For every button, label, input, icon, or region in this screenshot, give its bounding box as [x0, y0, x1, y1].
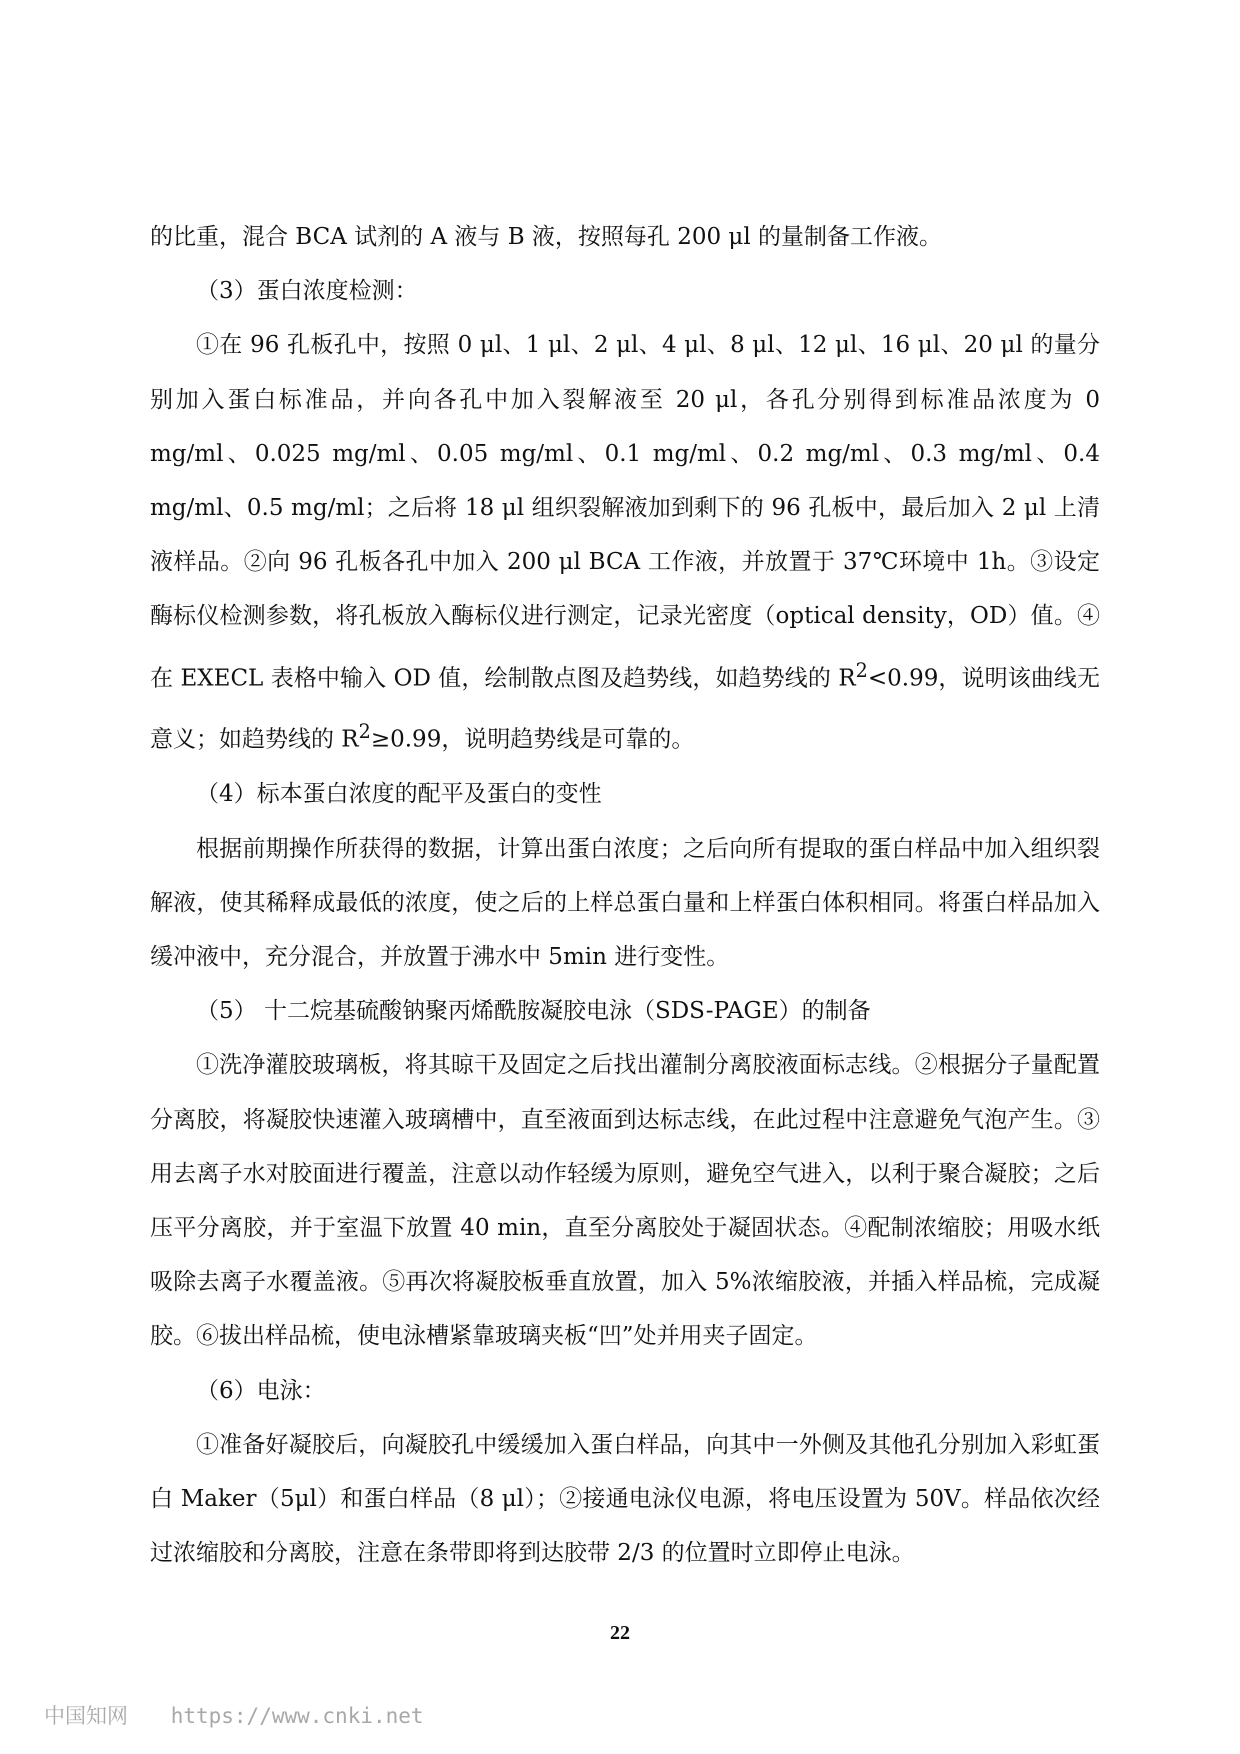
paragraph: ①准备好凝胶后，向凝胶孔中缓缓加入蛋白样品，向其中一外侧及其他孔分别加入彩虹蛋白 Maker（5μl）和蛋白样品（8 μl）；②接通电泳仪电源，将电压设置为 50V。样品依次经过浓缩胶和分离胶，注意在条带即将到达胶带 2/3 的位置时立即停止电泳。 — [150, 1431, 1100, 1567]
paragraph: ①在 96 孔板孔中，按照 0 μl、1 μl、2 μl、4 μl、8 μl、12 μl、16 μl、20 μl 的量分别加入蛋白标准品，并向各孔中加入裂解液至 20 μl，各孔分别得到标准品浓度为 0 mg/ml、0.025 mg/ml、0.05 mg/ml、0.1 mg/ml、0.2 mg/ml、0.3 mg/ml、0.4 mg/ml、0.5 mg/ml；之后将 18 μl 组织裂解液加到剩下的 96 孔板中，最后加入 2 μl 上清液样品。②向 96 孔板各孔中加入 200 μl BCA 工作液，并放置于 37℃环境中 1h。③设定酶标仪检测参数，将孔板放入酶标仪进行测定，记录光密度（optical density，OD）值。④在 EXECL 表格中输入 OD 值，绘制散点图及趋势线，如趋势线的 $R^2<0.99$，说明该曲线无意义；如趋势线的 $R^2\ge 0.99$，说明趋势线是可靠的。 — [150, 332, 1101, 754]
section-heading: （4）标本蛋白浓度的配平及蛋白的变性 — [196, 781, 602, 808]
paragraph: 的比重，混合 BCA 试剂的 A 液与 B 液，按照每孔 200 μl 的量制备工作液。 — [150, 224, 943, 250]
watermark-url: https://www.cnki.net — [170, 1704, 424, 1728]
watermark-site-name: 中国知网 — [44, 1704, 128, 1728]
watermark — [44, 1700, 424, 1730]
body-text — [150, 210, 1100, 1580]
paragraph: 根据前期操作所获得的数据，计算出蛋白浓度；之后向所有提取的蛋白样品中加入组织裂解液，使其稀释成最低的浓度，使之后的上样总蛋白量和上样蛋白体积相同。将蛋白样品加入缓冲液中，充分混合，并放置于沸水中 5min 进行变性。 — [150, 835, 1100, 970]
paragraph: ①洗净灌胶玻璃板，将其晾干及固定之后找出灌制分离胶液面标志线。②根据分子量配置分离胶，将凝胶快速灌入玻璃槽中，直至液面到达标志线，在此过程中注意避免气泡产生。③用去离子水对胶面进行覆盖，注意以动作轻缓为原则，避免空气进入，以利于聚合凝胶；之后压平分离胶，并于室温下放置 40 min，直至分离胶处于凝固状态。④配制浓缩胶；用吸水纸吸除去离子水覆盖液。⑤再次将凝胶板垂直放置，加入 5%浓缩胶液，并插入样品梳，完成凝胶。⑥拔出样品梳，使电泳槽紧靠玻璃夹板“凹”处并用夹子固定。 — [150, 1052, 1100, 1350]
section-heading: （5） 十二烷基硫酸钠聚丙烯酰胺凝胶电泳（SDS-PAGE）的制备 — [196, 998, 871, 1025]
section-heading: （6）电泳： — [196, 1377, 326, 1404]
section-heading: （3）蛋白浓度检测： — [196, 278, 418, 305]
page-number: 22 — [610, 1622, 630, 1644]
